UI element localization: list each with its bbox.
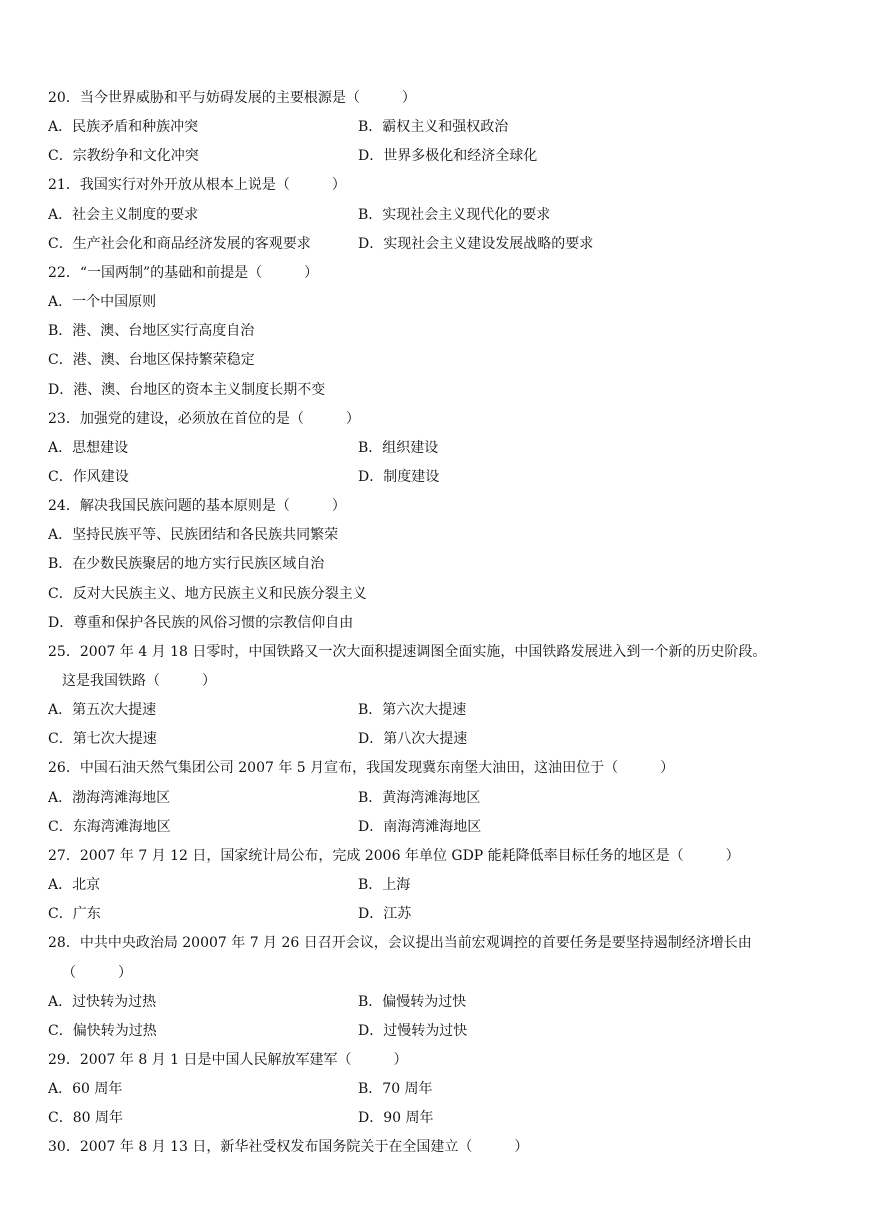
exam-line: B．港、澳、台地区实行高度自治 bbox=[48, 323, 255, 340]
option-left: A．民族矛盾和种族冲突 bbox=[48, 119, 199, 136]
option-left: A．思想建设 bbox=[48, 439, 129, 456]
option-right: D．第八次大提速 bbox=[358, 731, 468, 748]
option-row bbox=[48, 988, 848, 1017]
exam-line: 28．中共中央政治局 20007 年 7 月 26 日召开会议，会议提出当前宏观调控的首要任务是要坚持遏制经济增长由 bbox=[48, 935, 752, 952]
exam-line: C．反对大民族主义、地方民族主义和民族分裂主义 bbox=[48, 585, 367, 602]
option-right: D．世界多极化和经济全球化 bbox=[358, 148, 538, 165]
option-left: A．第五次大提速 bbox=[48, 702, 157, 719]
question-continuation: （ ） bbox=[62, 964, 132, 981]
option-left: A．过快转为过热 bbox=[48, 993, 157, 1010]
exam-line: A．一个中国原则 bbox=[48, 294, 157, 311]
option-right: B．70 周年 bbox=[358, 1081, 433, 1098]
option-row bbox=[48, 871, 848, 900]
option-row bbox=[48, 1104, 848, 1133]
exam-line: D．港、澳、台地区的资本主义制度长期不变 bbox=[48, 381, 326, 398]
exam-line: 25．2007 年 4 月 18 日零时，中国铁路又一次大面积提速调图全面实施，中国铁路发展进入到一个新的历史阶段。 bbox=[48, 643, 767, 660]
option-left: C．生产社会化和商品经济发展的客观要求 bbox=[48, 235, 311, 252]
exam-line: 22．“一国两制”的基础和前提是（ ） bbox=[48, 264, 319, 281]
option-right: D．南海湾滩海地区 bbox=[358, 818, 482, 835]
option-right: B．上海 bbox=[358, 877, 411, 894]
option-row bbox=[48, 434, 848, 463]
exam-line: A．坚持民族平等、民族团结和各民族共同繁荣 bbox=[48, 527, 339, 544]
exam-line: 24．解决我国民族问题的基本原则是（ ） bbox=[48, 498, 346, 515]
option-left: A．社会主义制度的要求 bbox=[48, 206, 199, 223]
option-right: D．90 周年 bbox=[358, 1110, 434, 1127]
exam-line: B．在少数民族聚居的地方实行民族区域自治 bbox=[48, 556, 325, 573]
option-row bbox=[48, 113, 848, 142]
option-left: C．偏快转为过热 bbox=[48, 1022, 157, 1039]
exam-line: 29．2007 年 8 月 1 日是中国人民解放军建军（ ） bbox=[48, 1051, 408, 1068]
exam-line: C．港、澳、台地区保持繁荣稳定 bbox=[48, 352, 255, 369]
option-right: B．第六次大提速 bbox=[358, 702, 467, 719]
exam-line: 23．加强党的建设，必须放在首位的是（ ） bbox=[48, 410, 360, 427]
exam-line: 27．2007 年 7 月 12 日，国家统计局公布，完成 2006 年单位 GDP 能耗降低率目标任务的地区是（ ） bbox=[48, 847, 740, 864]
option-right: B．黄海湾滩海地区 bbox=[358, 789, 481, 806]
option-row bbox=[48, 230, 848, 259]
option-right: D．制度建设 bbox=[358, 468, 440, 485]
option-row bbox=[48, 1075, 848, 1104]
option-right: D．过慢转为过快 bbox=[358, 1022, 468, 1039]
option-right: B．霸权主义和强权政治 bbox=[358, 119, 509, 136]
option-left: A．渤海湾滩海地区 bbox=[48, 789, 171, 806]
option-row bbox=[48, 1017, 848, 1046]
exam-line: 21．我国实行对外开放从根本上说是（ ） bbox=[48, 177, 346, 194]
option-left: C．80 周年 bbox=[48, 1110, 123, 1127]
option-row bbox=[48, 463, 848, 492]
exam-line: 30．2007 年 8 月 13 日，新华社受权发布国务院关于在全国建立（ ） bbox=[48, 1139, 529, 1156]
exam-line: 26．中国石油天然气集团公司 2007 年 5 月宣布，我国发现冀东南堡大油田，这油田位于（ ） bbox=[48, 760, 675, 777]
option-row bbox=[48, 725, 848, 754]
option-right: B．组织建设 bbox=[358, 439, 439, 456]
option-row bbox=[48, 813, 848, 842]
option-row bbox=[48, 696, 848, 725]
option-left: C．东海湾滩海地区 bbox=[48, 818, 171, 835]
option-row bbox=[48, 784, 848, 813]
option-left: C．作风建设 bbox=[48, 468, 129, 485]
option-right: B．实现社会主义现代化的要求 bbox=[358, 206, 551, 223]
exam-line: 20．当今世界威胁和平与妨碍发展的主要根源是（ ） bbox=[48, 90, 416, 106]
option-left: C．宗教纷争和文化冲突 bbox=[48, 148, 199, 165]
option-left: A．60 周年 bbox=[48, 1081, 123, 1098]
exam-line: D．尊重和保护各民族的风俗习惯的宗教信仰自由 bbox=[48, 614, 354, 631]
option-left: A．北京 bbox=[48, 877, 101, 894]
option-row bbox=[48, 201, 848, 230]
option-right: B．偏慢转为过快 bbox=[358, 993, 467, 1010]
option-left: C．广东 bbox=[48, 906, 101, 923]
option-left: C．第七次大提速 bbox=[48, 731, 157, 748]
option-row bbox=[48, 900, 848, 929]
option-row bbox=[48, 142, 848, 171]
question-continuation: 这是我国铁路（ ） bbox=[62, 673, 216, 689]
option-right: D．江苏 bbox=[358, 906, 412, 923]
option-right: D．实现社会主义建设发展战略的要求 bbox=[358, 235, 594, 252]
